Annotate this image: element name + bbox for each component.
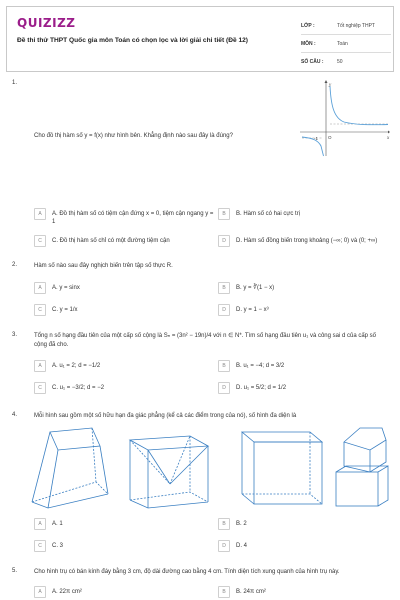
option-key: B <box>218 282 230 294</box>
option-text: A. 1 <box>52 521 63 527</box>
function-graph <box>300 80 390 158</box>
meta-table <box>301 17 391 71</box>
option-text: D. y = 1 − x³ <box>236 307 269 313</box>
question-number: 3. <box>12 332 18 338</box>
option-key: A <box>34 208 46 220</box>
meta-value: Toán <box>337 40 348 47</box>
option-text: C. y = 1/x <box>52 307 78 313</box>
option-text: A. y = sinx <box>52 285 80 291</box>
question-2 <box>6 262 394 322</box>
option-a[interactable] <box>34 586 214 598</box>
option-text: A. Đồ thị hàm số có tiệm cận đứng x = 0, tiệm cận ngang y = 1 <box>52 211 214 226</box>
curve-left-branch <box>302 137 324 156</box>
option-b[interactable] <box>218 282 388 294</box>
figure-frustum <box>32 428 108 508</box>
worksheet-header <box>6 6 394 72</box>
question-number: 2. <box>12 262 18 268</box>
x-axis-arrow <box>388 131 390 134</box>
question-5 <box>6 568 394 600</box>
question-number: 5. <box>12 568 18 574</box>
y-axis-label: y <box>329 83 332 88</box>
quizizz-logo: QUIZIZZ <box>17 16 76 30</box>
option-key: B <box>218 518 230 530</box>
question-text: Tổng n số hạng đầu tiên của một cấp số cộng là Sₙ = (3n² − 19n)/4 với n ∈ N*. Tìm số hạng đầu tiên u₁ và công sai d của cấp số cộng đã cho. <box>34 333 376 348</box>
question-text: Cho hình trụ có bán kính đáy bằng 3 cm, độ dài đường cao bằng 4 cm. Tính diện tích xung quanh của hình trụ này. <box>34 569 340 575</box>
meta-value: Tốt nghiệp THPT <box>337 22 375 29</box>
option-text: D. 4 <box>236 543 248 549</box>
meta-label: SỐ CÂU : <box>301 59 324 65</box>
option-key: A <box>34 586 46 598</box>
meta-value: 50 <box>337 59 343 65</box>
question-3 <box>6 332 394 408</box>
option-text: B. 2 <box>236 521 247 527</box>
option-b[interactable] <box>218 208 388 220</box>
option-key: D <box>218 540 230 552</box>
tick-label-minus-one: -1 <box>314 136 319 141</box>
option-key: C <box>34 540 46 552</box>
option-a[interactable] <box>34 282 214 294</box>
question-text: Hàm số nào sau đây nghịch biến trên tập số thực R. <box>34 263 173 269</box>
option-key: B <box>218 586 230 598</box>
option-key: C <box>34 304 46 316</box>
option-text: B. u₁ = −4; d = 3/2 <box>236 363 285 369</box>
option-text: C. u₁ = −3/2; d = −2 <box>52 385 105 391</box>
option-text: C. 3 <box>52 543 64 549</box>
curve-right-branch <box>330 86 388 125</box>
option-b[interactable] <box>218 586 388 598</box>
question-text: Cho đồ thị hàm số y = f(x) như hình bên. Khẳng định nào sau đây là đúng? <box>34 133 233 139</box>
option-key: A <box>34 282 46 294</box>
meta-label: LỚP : <box>301 22 315 29</box>
page-title: Đề thi thử THPT Quốc gia môn Toán có chọn lọc và lời giải chi tiết (Đề 12) <box>17 37 248 44</box>
figure-composite-solid <box>130 436 208 508</box>
option-text: A. u₁ = 2; d = −1/2 <box>52 363 101 369</box>
figure-stacked-prisms <box>336 428 388 506</box>
polyhedra-figures <box>30 422 390 510</box>
option-text: B. Hàm số có hai cực trị <box>236 211 301 217</box>
option-b[interactable] <box>218 360 388 372</box>
y-axis-arrow <box>325 80 328 83</box>
option-key: C <box>34 235 46 247</box>
option-key: A <box>34 518 46 530</box>
option-c[interactable] <box>34 235 214 247</box>
meta-row-count <box>301 53 391 71</box>
option-c[interactable] <box>34 304 214 316</box>
option-key: D <box>218 382 230 394</box>
option-text: A. 22π cm² <box>52 589 82 595</box>
option-c[interactable] <box>34 540 214 552</box>
option-d[interactable] <box>218 540 388 552</box>
meta-row-subject <box>301 35 391 53</box>
origin-label: O <box>328 135 332 140</box>
question-text: Mỗi hình sau gồm một số hữu hạn đa giác phẳng (kể cả các điểm trong của nó), số hình đa diện là <box>34 413 297 419</box>
figure-cuboid <box>242 432 322 504</box>
option-key: C <box>34 382 46 394</box>
option-key: B <box>218 208 230 220</box>
option-text: D. Hàm số đồng biến trong khoảng (−∞; 0) và (0; +∞) <box>236 238 378 244</box>
option-text: C. Đồ thị hàm số chỉ có một đường tiệm cận <box>52 238 170 244</box>
question-number: 1. <box>12 80 18 86</box>
option-key: B <box>218 360 230 372</box>
option-d[interactable] <box>218 304 388 316</box>
option-a[interactable] <box>34 208 214 227</box>
question-number: 4. <box>12 412 18 418</box>
meta-label: MÔN : <box>301 40 316 47</box>
option-a[interactable] <box>34 518 214 530</box>
option-key: A <box>34 360 46 372</box>
option-d[interactable] <box>218 382 388 394</box>
option-d[interactable] <box>218 235 388 247</box>
meta-row-grade <box>301 17 391 35</box>
option-text: B. y = ∛(1 − x) <box>236 285 275 291</box>
x-axis-label: x <box>387 136 390 141</box>
option-key: D <box>218 304 230 316</box>
option-c[interactable] <box>34 382 214 394</box>
option-key: D <box>218 235 230 247</box>
option-a[interactable] <box>34 360 214 372</box>
option-text: B. 24π cm² <box>236 589 266 595</box>
option-b[interactable] <box>218 518 388 530</box>
option-text: D. u₁ = 5/2; d = 1/2 <box>236 385 287 391</box>
